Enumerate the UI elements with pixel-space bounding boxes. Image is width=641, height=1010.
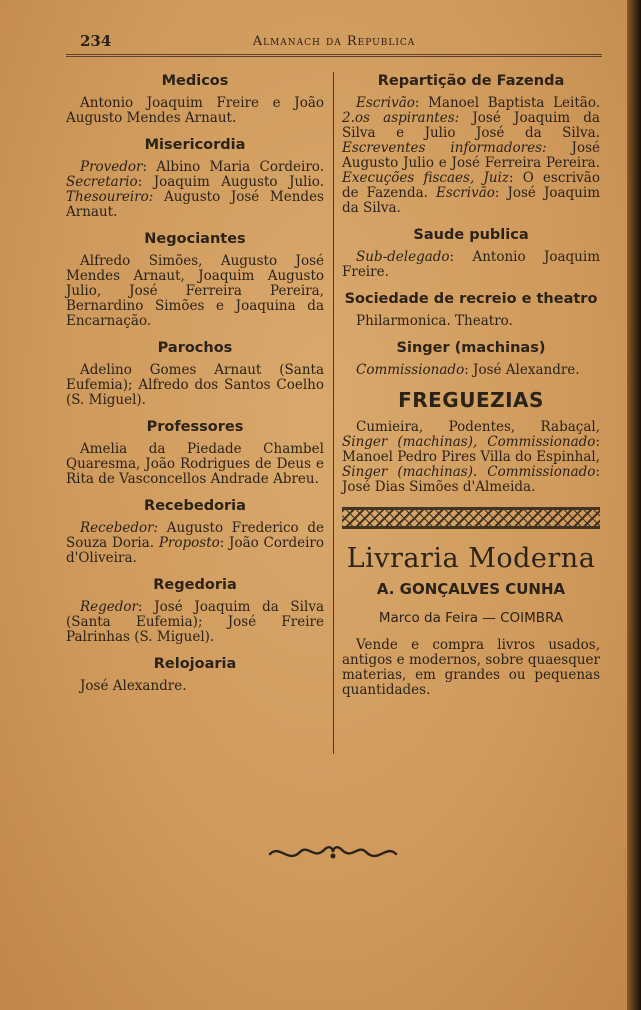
entry-role-label: Regedor bbox=[80, 599, 139, 615]
section-entry bbox=[342, 314, 600, 329]
page-edge-shadow bbox=[627, 0, 641, 1010]
section-entry bbox=[342, 363, 600, 378]
entry-text: José Alexandre. bbox=[80, 678, 187, 694]
entry-role-label: Execuções fiscaes, Juiz bbox=[342, 170, 509, 186]
entry-role-label: Sub-delegado bbox=[356, 249, 450, 265]
entry-text: Augusto José Mendes Arnaut. bbox=[66, 189, 324, 220]
right-sections bbox=[342, 72, 600, 378]
entry-role-label: Singer (machinas). Commissionado bbox=[342, 464, 596, 480]
page-header bbox=[66, 30, 602, 57]
advert-shop-name: Livraria Moderna bbox=[346, 543, 596, 574]
section-heading: Singer (machinas) bbox=[396, 340, 546, 356]
advert-address: Marco da Feira — COIMBRA bbox=[378, 610, 564, 626]
section-entry bbox=[342, 250, 600, 280]
ornamental-band bbox=[342, 507, 600, 529]
section-entry bbox=[66, 160, 324, 220]
entry-role-label: Singer (machinas), Commissionado bbox=[342, 434, 596, 450]
section-heading: Sociedade de recreio e theatro bbox=[344, 291, 598, 307]
section-heading: Parochos bbox=[157, 340, 233, 356]
section-heading: Relojoaria bbox=[153, 656, 237, 672]
freguezias-heading: FREGUEZIAS bbox=[398, 388, 544, 412]
entry-text: Adelino Gomes Arnaut (Santa Eufemia); Alfredo dos Santos Coelho (S. Miguel). bbox=[66, 362, 324, 408]
entry-role-label: Escrivão bbox=[435, 185, 495, 201]
freguezias-text bbox=[342, 420, 600, 495]
entry-role-label: Recebedor: bbox=[80, 520, 159, 536]
column-divider bbox=[333, 72, 334, 754]
entry-text: : Antonio Joaquim Freire. bbox=[342, 249, 600, 280]
entry-text: Philarmonica. Theatro. bbox=[356, 313, 513, 329]
section-entry bbox=[66, 96, 324, 126]
running-title: Almanach da Republica bbox=[252, 34, 416, 49]
entry-text: : José Joaquim da Silva. bbox=[342, 185, 600, 216]
entry-role-label: 2.os aspirantes: bbox=[342, 110, 460, 126]
section-entry bbox=[66, 442, 324, 487]
entry-text: : Joaquim Augusto Julio. bbox=[137, 174, 324, 190]
entry-role-label: Escrivão bbox=[356, 95, 415, 111]
entry-text: Cumieira, Podentes, Rabaçal, bbox=[356, 419, 600, 435]
section-entry bbox=[66, 521, 324, 566]
entry-text: : Albino Maria Cordeiro. bbox=[142, 159, 324, 175]
entry-text: : O escrivão de Fazenda. bbox=[342, 170, 600, 201]
entry-text: : Manoel Pedro Pires Villa do Espinhal, bbox=[342, 434, 600, 465]
section-heading: Saude publica bbox=[413, 227, 529, 243]
right-column bbox=[342, 72, 600, 708]
section-heading: Recebedoria bbox=[144, 498, 246, 514]
entry-text: : Manoel Baptista Leitão. bbox=[414, 95, 600, 111]
entry-text: Antonio Joaquim Freire e João Augusto Mendes Arnaut. bbox=[66, 95, 324, 126]
advert-text: Vende e compra livros usados, antigos e modernos, sobre quaesquer materias, em grandes ou pequenas quantidades. bbox=[342, 637, 600, 698]
section-heading: Repartição de Fazenda bbox=[377, 73, 565, 89]
entry-text: : José Dias Simões d'Almeida. bbox=[342, 464, 600, 495]
section-heading: Professores bbox=[146, 419, 244, 435]
section-entry bbox=[66, 600, 324, 645]
entry-text: : José Alexandre. bbox=[464, 362, 580, 378]
left-column bbox=[66, 72, 324, 704]
section-heading: Medicos bbox=[161, 73, 229, 89]
section-entry bbox=[66, 363, 324, 408]
section-heading: Misericordia bbox=[144, 137, 246, 153]
entry-role-label: Provedor bbox=[80, 159, 143, 175]
entry-text: : João Cordeiro d'Oliveira. bbox=[66, 535, 324, 566]
entry-text: : José Joaquim da Silva (Santa Eufemia); José Freire Palrinhas (S. Miguel). bbox=[66, 599, 324, 645]
section-entry bbox=[66, 679, 324, 694]
entry-text: Amelia da Piedade Chambel Quaresma, João Rodrigues de Deus e Rita de Vasconcellos Andrade Abreu. bbox=[66, 441, 324, 487]
entry-text: José Augusto Julio e José Ferreira Pereira. bbox=[342, 140, 601, 171]
entry-role-label: Commissionado bbox=[356, 362, 465, 378]
fleuron-ornament-icon bbox=[268, 838, 398, 868]
entry-text: Alfredo Simões, Augusto José Mendes Arnaut, Joaquim Augusto Julio, José Ferreira Pereira, Bernardino Simões e Joaquina da Encarnação. bbox=[66, 253, 324, 329]
section-heading: Regedoria bbox=[153, 577, 237, 593]
entry-text: José Joaquim da Silva e Julio José da Silva. bbox=[342, 110, 600, 141]
advert-owner: A. GONÇALVES CUNHA bbox=[376, 580, 566, 598]
section-heading: Negociantes bbox=[144, 231, 246, 247]
entry-role-label: Escreventes informadores: bbox=[342, 140, 547, 156]
entry-role-label: Secretario bbox=[66, 174, 138, 190]
entry-role-label: Proposto bbox=[158, 535, 220, 551]
entry-role-label: Thesoureiro: bbox=[66, 189, 154, 205]
section-entry bbox=[66, 254, 324, 329]
entry-text: Augusto Frederico de Souza Doria. bbox=[66, 520, 324, 551]
section-entry bbox=[342, 96, 600, 216]
page-number: 234 bbox=[80, 32, 112, 50]
